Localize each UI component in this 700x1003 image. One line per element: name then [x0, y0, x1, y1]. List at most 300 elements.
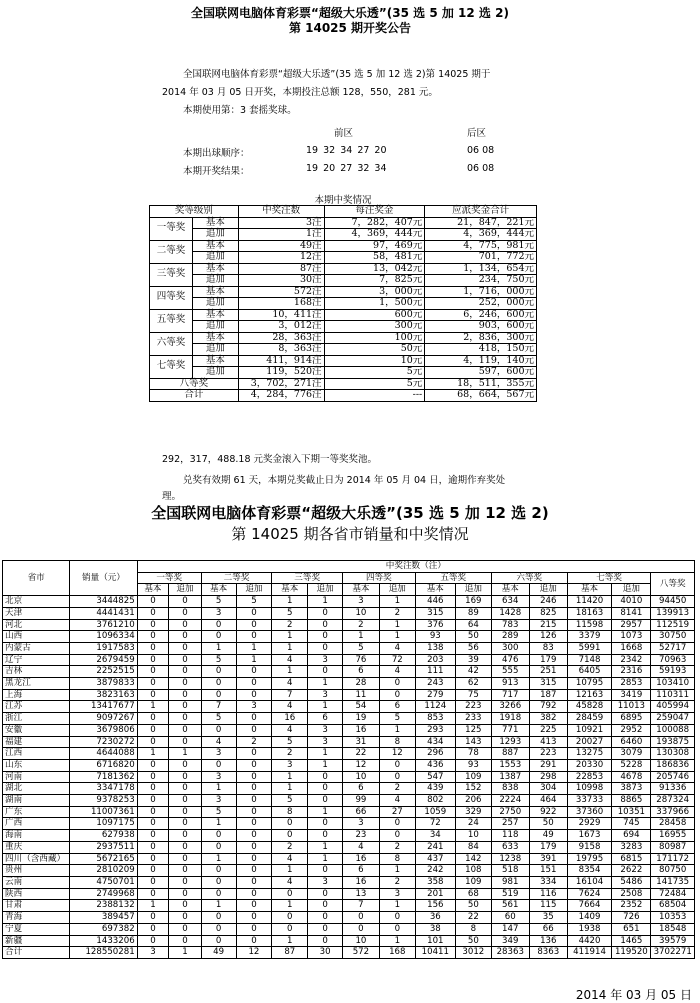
- header-extra: 追加: [308, 584, 343, 596]
- province-count: 141735: [651, 876, 695, 888]
- province-count: 8363: [529, 947, 567, 959]
- province-count: 83: [529, 642, 567, 654]
- province-count: 151: [529, 865, 567, 877]
- province-count: 0: [379, 759, 415, 771]
- province-name: 湖北: [3, 783, 70, 795]
- province-name: 陕西: [3, 888, 70, 900]
- province-count: 4: [272, 876, 308, 888]
- prize-value: 50元: [324, 344, 425, 356]
- province-sales: 3879833: [70, 678, 137, 690]
- province-count: 5: [379, 713, 415, 725]
- province-count: 119520: [612, 947, 651, 959]
- province-count: 0: [379, 689, 415, 701]
- province-count: 1: [379, 865, 415, 877]
- province-count: 771: [491, 724, 529, 736]
- province-count: 0: [201, 935, 236, 947]
- prize-value: 21，847，221元: [425, 217, 537, 229]
- province-count: 1: [201, 783, 236, 795]
- province-count: 130308: [651, 748, 695, 760]
- province-count: 3: [308, 689, 343, 701]
- province-count: 0: [169, 631, 202, 643]
- province-count: 8: [455, 923, 491, 935]
- prize-value: 701，772元: [425, 252, 537, 264]
- province-count: 0: [137, 865, 169, 877]
- province-count: 0: [308, 888, 343, 900]
- prize-level: 合计: [150, 390, 239, 402]
- prize-value: 4，369，444元: [425, 229, 537, 241]
- province-count: 4: [272, 724, 308, 736]
- province-row: [3, 596, 695, 608]
- province-count: 293: [415, 724, 455, 736]
- province-sales: 2388132: [70, 900, 137, 912]
- province-count: 241: [415, 841, 455, 853]
- province-count: 2: [342, 619, 379, 631]
- province-count: 28363: [491, 947, 529, 959]
- province-count: 75: [455, 689, 491, 701]
- province-count: 4: [272, 678, 308, 690]
- province-count: 437: [415, 853, 455, 865]
- province-count: 8: [272, 806, 308, 818]
- province-count: 518: [491, 865, 529, 877]
- province-count: 80750: [651, 865, 695, 877]
- province-count: 0: [272, 888, 308, 900]
- province-count: 434: [415, 736, 455, 748]
- province-row: [3, 642, 695, 654]
- province-count: 16: [342, 876, 379, 888]
- province-count: 246: [529, 596, 567, 608]
- header-extra: 追加: [169, 584, 202, 596]
- province-name: 河北: [3, 619, 70, 631]
- province-count: 4420: [567, 935, 612, 947]
- province-count: 203: [415, 654, 455, 666]
- province-sales: 4441431: [70, 607, 137, 619]
- province-row: [3, 935, 695, 947]
- province-count: 1: [272, 865, 308, 877]
- province-count: 0: [201, 724, 236, 736]
- prize-row: [150, 252, 537, 264]
- province-count: 329: [455, 806, 491, 818]
- province-count: 334: [529, 876, 567, 888]
- province-sales: 389457: [70, 912, 137, 924]
- province-sales: 1433206: [70, 935, 137, 947]
- province-count: 304: [529, 783, 567, 795]
- province-count: 1: [169, 947, 202, 959]
- prize-value: 1，716，000元: [425, 286, 537, 298]
- province-count: 0: [169, 806, 202, 818]
- province-count: 1: [137, 900, 169, 912]
- province-count: 287324: [651, 795, 695, 807]
- province-count: 0: [201, 631, 236, 643]
- province-count: 5: [236, 596, 272, 608]
- province-count: 1293: [491, 736, 529, 748]
- province-count: 0: [137, 596, 169, 608]
- province-row: [3, 748, 695, 760]
- province-count: 152: [455, 783, 491, 795]
- province-count: 110311: [651, 689, 695, 701]
- prize-value: 49注: [238, 240, 324, 252]
- intro-line-2: 2014 年 03 月 05 日开奖，本期投注总额 128，550，281 元。: [162, 87, 438, 98]
- expiry-note: 兑奖有效期 61 天，本期兑奖截止日为 2014 年 05 月 04 日，逾期作弃奖处: [183, 475, 506, 486]
- province-count: 0: [169, 935, 202, 947]
- province-count: 981: [491, 876, 529, 888]
- province-count: 171172: [651, 853, 695, 865]
- province-sales: 2252515: [70, 666, 137, 678]
- province-count: 13: [342, 888, 379, 900]
- prize-value: 8，363注: [238, 344, 324, 356]
- province-count: 28459: [567, 713, 612, 725]
- prize-value: 58，481元: [324, 252, 425, 264]
- province-count: 68504: [651, 900, 695, 912]
- prize-value: 68，664，567元: [425, 390, 537, 402]
- province-count: 20330: [567, 759, 612, 771]
- prize-value: 100元: [324, 332, 425, 344]
- province-count: 101: [415, 935, 455, 947]
- province-count: 0: [169, 841, 202, 853]
- province-count: 1: [308, 596, 343, 608]
- province-count: 0: [137, 642, 169, 654]
- province-count: 27: [379, 806, 415, 818]
- province-count: 2: [379, 607, 415, 619]
- province-count: 0: [236, 912, 272, 924]
- province-name: 天津: [3, 607, 70, 619]
- province-count: 6: [342, 783, 379, 795]
- province-count: 1938: [567, 923, 612, 935]
- header-sales: 销量（元）: [70, 561, 137, 596]
- footer-date: 2014 年 03 月 05 日: [575, 988, 692, 1002]
- province-count: 0: [137, 806, 169, 818]
- prize-value: 234，750元: [425, 275, 537, 287]
- province-count: 1673: [567, 830, 612, 842]
- province-sales: 128550281: [70, 947, 137, 959]
- province-count: 7664: [567, 900, 612, 912]
- province-name: 江西: [3, 748, 70, 760]
- province-name: 安徽: [3, 724, 70, 736]
- prize-type: 追加: [192, 344, 238, 356]
- province-row: [3, 865, 695, 877]
- province-name: 甘肃: [3, 900, 70, 912]
- header-tier: 五等奖: [415, 572, 491, 584]
- prize-value: 10，411注: [238, 309, 324, 321]
- province-count: 1: [236, 654, 272, 666]
- province-count: 5: [342, 642, 379, 654]
- province-count: 2957: [612, 619, 651, 631]
- province-count: 243: [415, 678, 455, 690]
- province-count: 0: [169, 853, 202, 865]
- province-count: 0: [169, 783, 202, 795]
- province-count: 1: [272, 900, 308, 912]
- province-row: [3, 853, 695, 865]
- prize-value: 28，363注: [238, 332, 324, 344]
- province-count: 802: [415, 795, 455, 807]
- province-count: 84: [455, 841, 491, 853]
- header-basic: 基本: [567, 584, 612, 596]
- province-count: 42: [455, 666, 491, 678]
- province-count: 0: [201, 619, 236, 631]
- province-sales: 3444825: [70, 596, 137, 608]
- province-count: 251: [529, 666, 567, 678]
- province-count: 4678: [612, 771, 651, 783]
- province-count: 0: [169, 654, 202, 666]
- province-count: 0: [379, 678, 415, 690]
- prize-row: [150, 344, 537, 356]
- province-count: 50: [455, 935, 491, 947]
- province-row: [3, 724, 695, 736]
- province-count: 1: [379, 935, 415, 947]
- province-count: 2: [272, 748, 308, 760]
- province-count: 3079: [612, 748, 651, 760]
- province-sales: 6716820: [70, 759, 137, 771]
- province-count: 33733: [567, 795, 612, 807]
- province-count: 0: [308, 642, 343, 654]
- province-count: 0: [169, 619, 202, 631]
- announcement-title: 全国联网电脑体育彩票“超级大乐透”(35 选 5 加 12 选 2): [191, 6, 509, 20]
- prize-value: 4，775，981元: [425, 240, 537, 252]
- province-count: 279: [415, 689, 455, 701]
- province-count: 0: [137, 853, 169, 865]
- province-count: 547: [415, 771, 455, 783]
- sales-title: 全国联网电脑体育彩票“超级大乐透”(35 选 5 加 12 选 2): [151, 504, 549, 522]
- province-count: 1465: [612, 935, 651, 947]
- province-sales: 3823163: [70, 689, 137, 701]
- province-count: 2: [236, 736, 272, 748]
- prize-row: [150, 332, 537, 344]
- province-count: 349: [491, 935, 529, 947]
- province-count: 7: [342, 900, 379, 912]
- province-count: 838: [491, 783, 529, 795]
- province-count: 0: [308, 865, 343, 877]
- prize-value: 572注: [238, 286, 324, 298]
- province-count: 0: [236, 631, 272, 643]
- province-name: 合计: [3, 947, 70, 959]
- province-count: 28: [342, 678, 379, 690]
- province-count: 4: [201, 736, 236, 748]
- province-count: 436: [415, 759, 455, 771]
- province-count: 0: [379, 912, 415, 924]
- province-count: 1: [379, 724, 415, 736]
- province-count: 0: [201, 888, 236, 900]
- prize-row: [150, 217, 537, 229]
- province-count: 745: [612, 818, 651, 830]
- prize-value: 119，520注: [238, 367, 324, 379]
- province-count: 8865: [612, 795, 651, 807]
- province-count: 223: [455, 701, 491, 713]
- province-count: 0: [308, 795, 343, 807]
- header-tier: 一等奖: [137, 572, 201, 584]
- prize-type: 追加: [192, 321, 238, 333]
- province-count: 2622: [612, 865, 651, 877]
- prize-level: 四等奖: [150, 286, 193, 309]
- prize-table: [149, 205, 537, 402]
- province-count: 2: [379, 876, 415, 888]
- province-count: 16: [342, 853, 379, 865]
- province-name: 海南: [3, 830, 70, 842]
- province-count: 5: [272, 795, 308, 807]
- province-count: 0: [169, 678, 202, 690]
- province-count: 0: [379, 771, 415, 783]
- province-count: 34: [415, 830, 455, 842]
- province-count: 4: [379, 666, 415, 678]
- province-count: 1918: [491, 713, 529, 725]
- header-basic: 基本: [415, 584, 455, 596]
- province-count: 4: [379, 642, 415, 654]
- province-sales: 7230272: [70, 736, 137, 748]
- province-count: 651: [612, 923, 651, 935]
- province-count: 0: [272, 912, 308, 924]
- province-count: 16: [342, 724, 379, 736]
- province-count: 205746: [651, 771, 695, 783]
- province-count: 1: [379, 631, 415, 643]
- province-count: 259047: [651, 713, 695, 725]
- province-count: 634: [491, 596, 529, 608]
- province-count: 4: [379, 795, 415, 807]
- province-count: 225: [529, 724, 567, 736]
- prize-value: 4，119，140元: [425, 355, 537, 367]
- province-row: [3, 631, 695, 643]
- province-count: 5: [201, 654, 236, 666]
- province-count: 0: [201, 876, 236, 888]
- province-count: 2929: [567, 818, 612, 830]
- province-count: 0: [169, 689, 202, 701]
- province-count: 0: [308, 923, 343, 935]
- province-count: 109: [455, 876, 491, 888]
- province-count: 30750: [651, 631, 695, 643]
- province-count: 108: [455, 865, 491, 877]
- prize-value: 2，836，300元: [425, 332, 537, 344]
- province-count: 242: [415, 865, 455, 877]
- province-count: 0: [169, 912, 202, 924]
- prize-type: 追加: [192, 252, 238, 264]
- province-count: 0: [137, 935, 169, 947]
- province-count: 66: [342, 806, 379, 818]
- province-row: [3, 701, 695, 713]
- intro-line-3: 本期使用第：3 套摇奖球。: [183, 105, 297, 116]
- province-row: [3, 607, 695, 619]
- province-row: [3, 841, 695, 853]
- province-count: 66: [529, 923, 567, 935]
- province-count: 16: [272, 713, 308, 725]
- prize-table-caption: 本期中奖情况: [314, 195, 372, 206]
- province-count: 922: [529, 806, 567, 818]
- province-count: 298: [529, 771, 567, 783]
- province-count: 18548: [651, 923, 695, 935]
- province-count: 2: [272, 619, 308, 631]
- province-count: 0: [308, 818, 343, 830]
- province-row: [3, 736, 695, 748]
- province-count: 3: [308, 654, 343, 666]
- province-sales-table: [2, 560, 695, 959]
- province-count: 0: [272, 830, 308, 842]
- province-count: 0: [308, 631, 343, 643]
- header-extra: 追加: [236, 584, 272, 596]
- expiry-note-cont: 理。: [162, 491, 182, 502]
- province-count: 0: [137, 689, 169, 701]
- province-row: [3, 830, 695, 842]
- province-count: 3012: [455, 947, 491, 959]
- province-count: 0: [137, 666, 169, 678]
- province-count: 0: [236, 853, 272, 865]
- prize-value: 4，284，776注: [238, 390, 324, 402]
- province-count: 2750: [491, 806, 529, 818]
- province-count: 0: [169, 666, 202, 678]
- province-count: 0: [169, 713, 202, 725]
- province-count: 1387: [491, 771, 529, 783]
- draw-order-label: 本期出球顺序：: [183, 148, 250, 159]
- province-sales: 11007361: [70, 806, 137, 818]
- province-count: 0: [137, 631, 169, 643]
- province-count: 20027: [567, 736, 612, 748]
- province-count: 0: [169, 759, 202, 771]
- prize-type: 基本: [192, 332, 238, 344]
- province-count: 50: [455, 631, 491, 643]
- prize-value: 3，012注: [238, 321, 324, 333]
- province-count: 31: [342, 736, 379, 748]
- province-count: 0: [342, 912, 379, 924]
- province-count: 2: [379, 841, 415, 853]
- province-name: 重庆: [3, 841, 70, 853]
- province-count: 179: [529, 841, 567, 853]
- province-sales: 3679806: [70, 724, 137, 736]
- prize-header-cell: 中奖注数: [238, 206, 324, 218]
- province-count: 1238: [491, 853, 529, 865]
- province-count: 0: [236, 607, 272, 619]
- header-winners: 中奖注数（注）: [137, 561, 694, 573]
- province-count: 405994: [651, 701, 695, 713]
- prize-type: 追加: [192, 367, 238, 379]
- province-count: 54: [342, 701, 379, 713]
- province-count: 1409: [567, 912, 612, 924]
- province-count: 0: [137, 795, 169, 807]
- province-count: 0: [137, 759, 169, 771]
- province-count: 143: [455, 736, 491, 748]
- prize-header-cell: 应派奖金合计: [425, 206, 537, 218]
- province-count: 19795: [567, 853, 612, 865]
- province-count: 56: [455, 642, 491, 654]
- header-tier: 七等奖: [567, 572, 651, 584]
- province-count: 62: [455, 678, 491, 690]
- prize-type: 追加: [192, 275, 238, 287]
- province-count: 59193: [651, 666, 695, 678]
- province-count: 0: [169, 795, 202, 807]
- province-count: 11420: [567, 596, 612, 608]
- province-count: 49: [201, 947, 236, 959]
- province-count: 1: [308, 701, 343, 713]
- prize-value: 7，282，407元: [324, 217, 425, 229]
- header-tier: 六等奖: [491, 572, 567, 584]
- province-count: 0: [236, 830, 272, 842]
- province-count: 291: [529, 759, 567, 771]
- province-count: 23: [342, 830, 379, 842]
- province-count: 2952: [612, 724, 651, 736]
- province-count: 0: [137, 783, 169, 795]
- province-count: 11598: [567, 619, 612, 631]
- province-count: 1073: [612, 631, 651, 643]
- prize-value: 3，702，271注: [238, 378, 324, 390]
- province-count: 358: [415, 876, 455, 888]
- province-sales: 2810209: [70, 865, 137, 877]
- province-count: 3: [272, 759, 308, 771]
- draw-result-back: 06 08: [467, 163, 495, 174]
- province-count: 0: [169, 876, 202, 888]
- header-extra: 追加: [529, 584, 567, 596]
- province-count: 0: [379, 923, 415, 935]
- province-sales: 13417677: [70, 701, 137, 713]
- province-count: 35: [529, 912, 567, 924]
- province-name: 云南: [3, 876, 70, 888]
- province-count: 0: [236, 900, 272, 912]
- province-count: 0: [137, 841, 169, 853]
- province-count: 91336: [651, 783, 695, 795]
- jackpot-rollover-note: 292，317，488.18 元奖金滚入下期一等奖奖池。: [162, 454, 378, 465]
